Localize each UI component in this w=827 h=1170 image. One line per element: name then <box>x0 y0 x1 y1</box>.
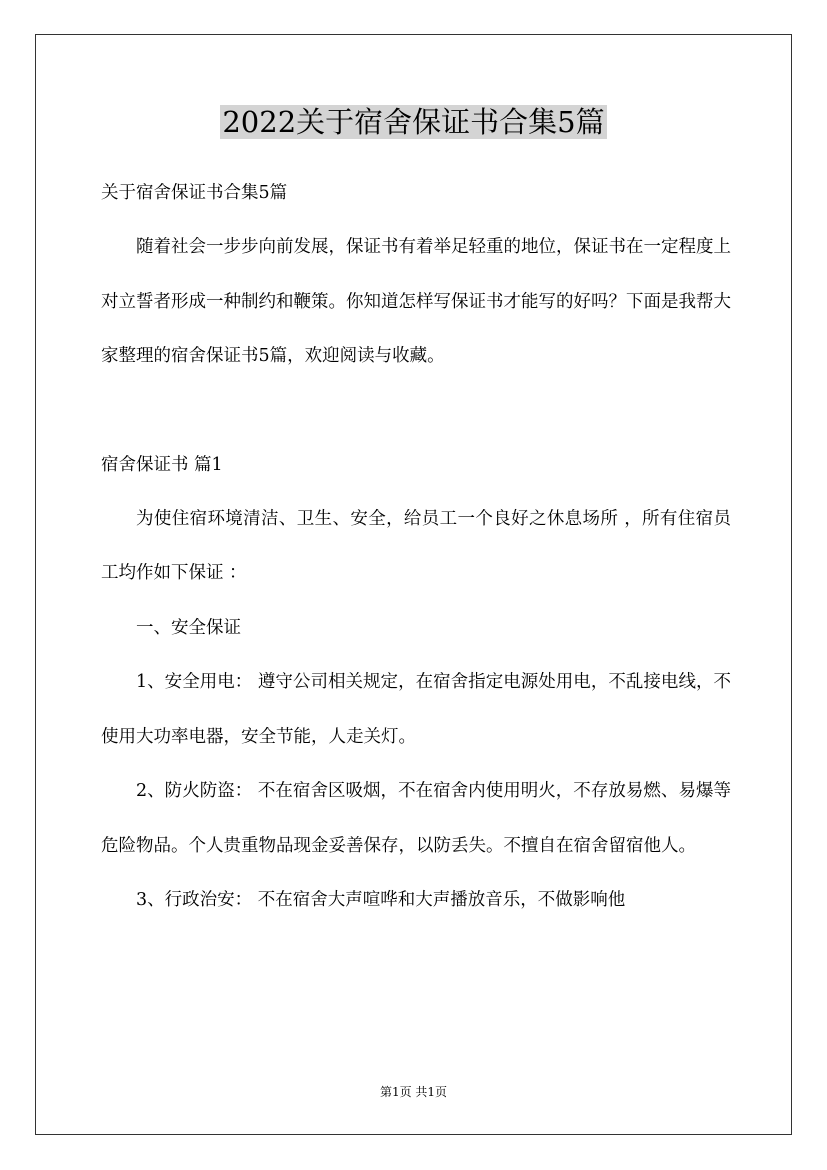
body-paragraph-4: 2、防火防盗： 不在宿舍区吸烟，不在宿舍内使用明火，不存放易燃、易爆等危险物品。个人贵重物品现金妥善保存，以防丢失。不擅自在宿舍留宿他人。 <box>101 781 731 856</box>
body-paragraph-3: 1、安全用电： 遵守公司相关规定，在宿舍指定电源处用电，不乱接电线，不使用大功率电器，安全节能，人走关灯。 <box>101 672 731 747</box>
intro-paragraph: 随着社会一步步向前发展，保证书有着举足轻重的地位，保证书在一定程度上对立誓者形成一种制约和鞭策。你知道怎样写保证书才能写的好吗？下面是我帮大家整理的宿舍保证书5篇，欢迎阅读与收藏。 <box>101 237 731 366</box>
document-subtitle: 关于宿舍保证书合集5篇 <box>101 183 288 203</box>
page-footer: 第1页 共1页 <box>379 1085 448 1099</box>
document-title-text: 2022关于宿舍保证书合集5篇 <box>222 105 605 139</box>
document-title <box>0 102 827 142</box>
document-body <box>101 166 731 928</box>
body-paragraph-5: 3、行政治安： 不在宿舍大声喧哗和大声播放音乐，不做影响他 <box>136 890 626 910</box>
paragraph-gap <box>101 384 731 438</box>
body-paragraph-2: 一、安全保证 <box>136 617 241 638</box>
body-paragraph-1: 为使住宿环境清洁、卫生、安全，给员工一个良好之休息场所 ，所有住宿员工均作如下保证 ： <box>101 508 731 583</box>
section-heading: 宿舍保证书 篇1 <box>101 454 223 475</box>
